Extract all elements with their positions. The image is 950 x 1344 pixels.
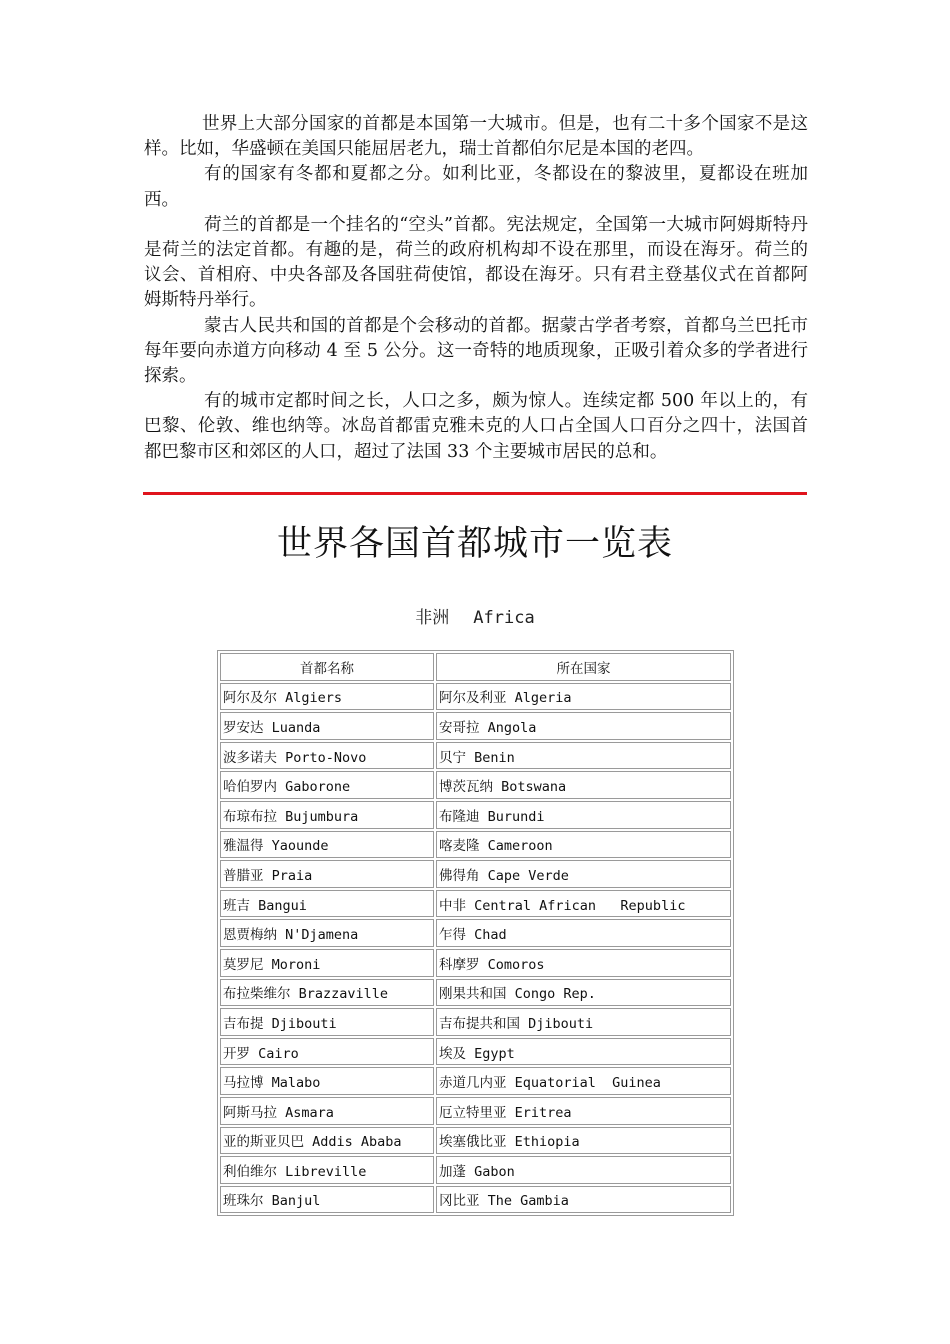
country-cell: 博茨瓦纳 Botswana: [436, 771, 731, 799]
region-name-zh: 非洲: [415, 608, 450, 628]
table-row: [220, 1067, 731, 1095]
page-title: 世界各国首都城市一览表: [276, 524, 673, 564]
country-cell: 埃及 Egypt: [436, 1038, 731, 1066]
red-divider: [143, 492, 807, 495]
country-cell: 阿尔及利亚 Algeria: [436, 683, 731, 711]
table-row: [220, 890, 731, 918]
table-row: [220, 683, 731, 711]
capital-cell: 莫罗尼 Moroni: [220, 949, 434, 977]
capital-cell: 雅温得 Yaounde: [220, 831, 434, 859]
capital-cell: 恩贾梅纳 N'Djamena: [220, 919, 434, 947]
capitals-table: [217, 650, 734, 1216]
table-row: [220, 1127, 731, 1155]
table-row: [220, 1008, 731, 1036]
capital-cell: 哈伯罗内 Gaborone: [220, 771, 434, 799]
capital-cell: 阿斯马拉 Asmara: [220, 1097, 434, 1125]
table-row: [220, 801, 731, 829]
header-capital: 首都名称: [220, 653, 434, 681]
table-header-row: [220, 653, 731, 681]
header-country: 所在国家: [436, 653, 731, 681]
intro-paragraph: 世界上大部分国家的首都是本国第一大城市。但是，也有二十多个国家不是这样。比如，华盛顿在美国只能屈居老九，瑞士首都伯尔尼是本国的老四。: [144, 114, 808, 160]
table-body: [220, 683, 731, 1214]
table-row: [220, 949, 731, 977]
table-row: [220, 979, 731, 1007]
country-cell: 冈比亚 The Gambia: [436, 1186, 731, 1214]
table-row: [220, 860, 731, 888]
intro-paragraph: 有的城市定都时间之长，人口之多，颇为惊人。连续定都 500 年以上的，有巴黎、伦敦、维也纳等。冰岛首都雷克雅未克的人口占全国人口百分之四十，法国首都巴黎市区和郊区的人口，超过了法国 33 个主要城市居民的总和。: [144, 391, 808, 462]
capital-cell: 布琼布拉 Bujumbura: [220, 801, 434, 829]
region-name-en: Africa: [473, 608, 535, 628]
country-cell: 赤道几内亚 Equatorial Guinea: [436, 1067, 731, 1095]
intro-paragraph: 有的国家有冬都和夏都之分。如利比亚，冬都设在的黎波里，夏都设在班加西。: [144, 164, 808, 210]
country-cell: 厄立特里亚 Eritrea: [436, 1097, 731, 1125]
table-row: [220, 742, 731, 770]
capital-cell: 开罗 Cairo: [220, 1038, 434, 1066]
country-cell: 埃塞俄比亚 Ethiopia: [436, 1127, 731, 1155]
country-cell: 佛得角 Cape Verde: [436, 860, 731, 888]
capital-cell: 马拉博 Malabo: [220, 1067, 434, 1095]
capital-cell: 吉布提 Djibouti: [220, 1008, 434, 1036]
country-cell: 中非 Central African Republic: [436, 890, 731, 918]
country-cell: 乍得 Chad: [436, 919, 731, 947]
country-cell: 布隆迪 Burundi: [436, 801, 731, 829]
country-cell: 刚果共和国 Congo Rep.: [436, 979, 731, 1007]
country-cell: 喀麦隆 Cameroon: [436, 831, 731, 859]
region-heading: [0, 603, 950, 628]
capital-cell: 班珠尔 Banjul: [220, 1186, 434, 1214]
table-row: [220, 771, 731, 799]
intro-paragraph: 蒙古人民共和国的首都是个会移动的首都。据蒙古学者考察，首都乌兰巴托市每年要向赤道方向移动 4 至 5 公分。这一奇特的地质现象，正吸引着众多的学者进行探索。: [144, 315, 808, 387]
capital-cell: 罗安达 Luanda: [220, 712, 434, 740]
intro-paragraph: 荷兰的首都是一个挂名的“空头”首都。宪法规定，全国第一大城市阿姆斯特丹是荷兰的法定首都。有趣的是，荷兰的政府机构却不设在那里，而设在海牙。荷兰的议会、首相府、中央各部及各国驻荷使馆，都设在海牙。只有君主登基仪式在首都阿姆斯特丹举行。: [144, 214, 808, 311]
table-row: [220, 919, 731, 947]
capital-cell: 利伯维尔 Libreville: [220, 1156, 434, 1184]
table-row: [220, 1097, 731, 1125]
capital-cell: 布拉柴维尔 Brazzaville: [220, 979, 434, 1007]
intro-text: [144, 112, 808, 465]
table-row: [220, 1038, 731, 1066]
country-cell: 吉布提共和国 Djibouti: [436, 1008, 731, 1036]
country-cell: 科摩罗 Comoros: [436, 949, 731, 977]
table-row: [220, 1186, 731, 1214]
country-cell: 贝宁 Benin: [436, 742, 731, 770]
capital-cell: 班吉 Bangui: [220, 890, 434, 918]
table-row: [220, 831, 731, 859]
country-cell: 加蓬 Gabon: [436, 1156, 731, 1184]
table-row: [220, 1156, 731, 1184]
capital-cell: 阿尔及尔 Algiers: [220, 683, 434, 711]
country-cell: 安哥拉 Angola: [436, 712, 731, 740]
capital-cell: 波多诺夫 Porto-Novo: [220, 742, 434, 770]
capital-cell: 亚的斯亚贝巴 Addis Ababa: [220, 1127, 434, 1155]
table-row: [220, 712, 731, 740]
capital-cell: 普腊亚 Praia: [220, 860, 434, 888]
